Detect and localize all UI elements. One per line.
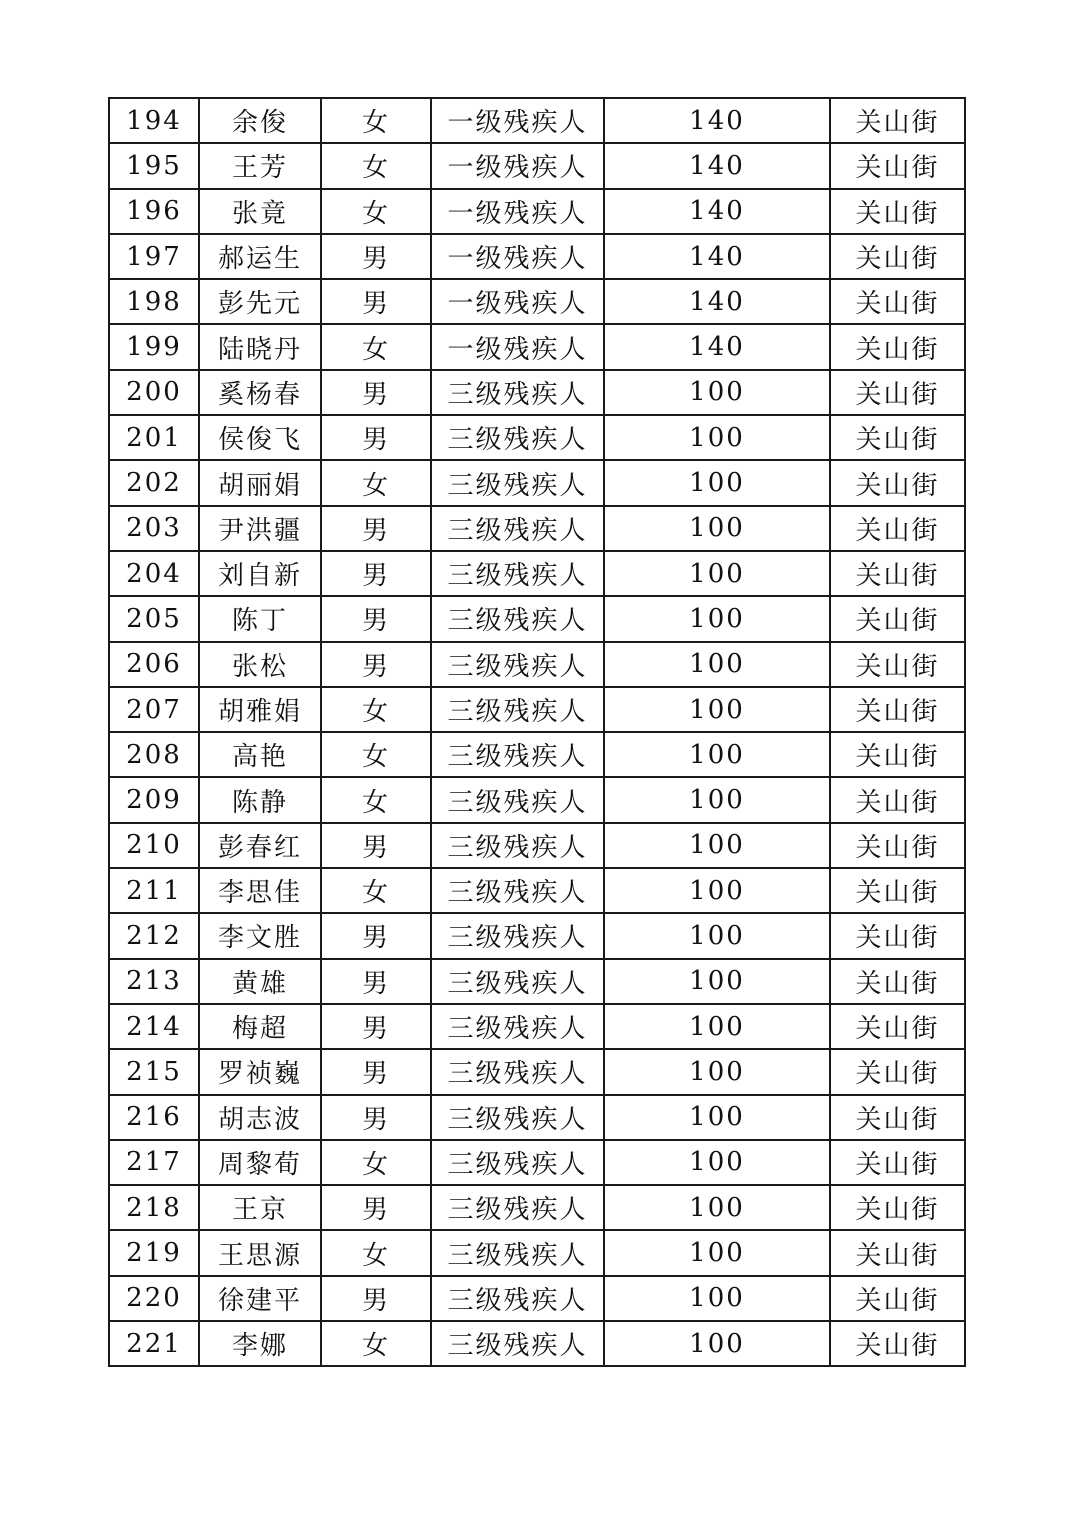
table-row [109,279,965,324]
row-number-cell: 199 [109,324,199,369]
amount-cell: 140 [604,98,830,143]
street-cell: 关山街 [830,234,965,279]
street-cell: 关山街 [830,1140,965,1185]
table-row [109,1049,965,1094]
name-cell: 余俊 [199,98,321,143]
row-number-cell: 220 [109,1276,199,1321]
table-row [109,1230,965,1275]
gender-cell: 男 [321,1004,431,1049]
row-number-cell: 202 [109,460,199,505]
table-row [109,324,965,369]
gender-cell: 女 [321,1140,431,1185]
table-row [109,98,965,143]
street-cell: 关山街 [830,823,965,868]
gender-cell: 女 [321,98,431,143]
street-cell: 关山街 [830,189,965,234]
amount-cell: 100 [604,596,830,641]
street-cell: 关山街 [830,868,965,913]
disability-level-cell: 一级残疾人 [431,279,604,324]
name-cell: 奚杨春 [199,370,321,415]
name-cell: 徐建平 [199,1276,321,1321]
table-row [109,460,965,505]
row-number-cell: 209 [109,777,199,822]
amount-cell: 100 [604,913,830,958]
street-cell: 关山街 [830,642,965,687]
amount-cell: 140 [604,143,830,188]
disability-level-cell: 一级残疾人 [431,234,604,279]
row-number-cell: 213 [109,959,199,1004]
table-row [109,868,965,913]
disability-level-cell: 三级残疾人 [431,415,604,460]
disability-level-cell: 一级残疾人 [431,98,604,143]
table-row [109,506,965,551]
amount-cell: 100 [604,959,830,1004]
street-cell: 关山街 [830,551,965,596]
name-cell: 尹洪疆 [199,506,321,551]
name-cell: 梅超 [199,1004,321,1049]
gender-cell: 男 [321,234,431,279]
amount-cell: 100 [604,415,830,460]
street-cell: 关山街 [830,1321,965,1366]
name-cell: 周黎荀 [199,1140,321,1185]
gender-cell: 男 [321,279,431,324]
name-cell: 黄雄 [199,959,321,1004]
disability-level-cell: 三级残疾人 [431,1276,604,1321]
row-number-cell: 206 [109,642,199,687]
gender-cell: 男 [321,913,431,958]
amount-cell: 100 [604,551,830,596]
table-row [109,1185,965,1230]
gender-cell: 男 [321,415,431,460]
disability-level-cell: 三级残疾人 [431,642,604,687]
name-cell: 李文胜 [199,913,321,958]
name-cell: 李娜 [199,1321,321,1366]
table-row [109,823,965,868]
disability-level-cell: 三级残疾人 [431,687,604,732]
table-row [109,1321,965,1366]
disability-level-cell: 三级残疾人 [431,732,604,777]
gender-cell: 男 [321,596,431,641]
amount-cell: 100 [604,1321,830,1366]
street-cell: 关山街 [830,279,965,324]
street-cell: 关山街 [830,370,965,415]
gender-cell: 女 [321,189,431,234]
row-number-cell: 205 [109,596,199,641]
row-number-cell: 219 [109,1230,199,1275]
gender-cell: 女 [321,687,431,732]
amount-cell: 100 [604,642,830,687]
name-cell: 侯俊飞 [199,415,321,460]
gender-cell: 男 [321,1095,431,1140]
disability-level-cell: 一级残疾人 [431,324,604,369]
street-cell: 关山街 [830,1230,965,1275]
row-number-cell: 218 [109,1185,199,1230]
row-number-cell: 195 [109,143,199,188]
row-number-cell: 221 [109,1321,199,1366]
row-number-cell: 216 [109,1095,199,1140]
row-number-cell: 203 [109,506,199,551]
name-cell: 王芳 [199,143,321,188]
amount-cell: 140 [604,234,830,279]
row-number-cell: 200 [109,370,199,415]
disability-level-cell: 三级残疾人 [431,1004,604,1049]
table-row [109,415,965,460]
disability-level-cell: 三级残疾人 [431,1185,604,1230]
street-cell: 关山街 [830,415,965,460]
amount-cell: 100 [604,777,830,822]
gender-cell: 男 [321,1276,431,1321]
name-cell: 胡丽娟 [199,460,321,505]
table-row [109,189,965,234]
street-cell: 关山街 [830,143,965,188]
street-cell: 关山街 [830,687,965,732]
gender-cell: 女 [321,732,431,777]
gender-cell: 女 [321,1230,431,1275]
table-row [109,642,965,687]
name-cell: 王思源 [199,1230,321,1275]
table-row [109,913,965,958]
amount-cell: 100 [604,868,830,913]
street-cell: 关山街 [830,959,965,1004]
name-cell: 张松 [199,642,321,687]
table-row [109,959,965,1004]
street-cell: 关山街 [830,460,965,505]
table-row [109,551,965,596]
amount-cell: 140 [604,189,830,234]
disability-level-cell: 三级残疾人 [431,823,604,868]
row-number-cell: 201 [109,415,199,460]
amount-cell: 100 [604,1049,830,1094]
table-row [109,234,965,279]
row-number-cell: 208 [109,732,199,777]
street-cell: 关山街 [830,324,965,369]
gender-cell: 女 [321,777,431,822]
roster-table-body [109,98,965,1366]
gender-cell: 女 [321,868,431,913]
gender-cell: 女 [321,324,431,369]
amount-cell: 100 [604,1140,830,1185]
row-number-cell: 212 [109,913,199,958]
street-cell: 关山街 [830,913,965,958]
row-number-cell: 214 [109,1004,199,1049]
gender-cell: 女 [321,460,431,505]
table-row [109,596,965,641]
disability-level-cell: 三级残疾人 [431,1095,604,1140]
name-cell: 王京 [199,1185,321,1230]
name-cell: 彭春红 [199,823,321,868]
disability-level-cell: 三级残疾人 [431,1140,604,1185]
disability-level-cell: 三级残疾人 [431,460,604,505]
street-cell: 关山街 [830,1049,965,1094]
name-cell: 陈静 [199,777,321,822]
gender-cell: 男 [321,506,431,551]
table-row [109,143,965,188]
street-cell: 关山街 [830,732,965,777]
name-cell: 郝运生 [199,234,321,279]
amount-cell: 100 [604,732,830,777]
amount-cell: 100 [604,1185,830,1230]
row-number-cell: 198 [109,279,199,324]
disability-level-cell: 三级残疾人 [431,506,604,551]
gender-cell: 女 [321,143,431,188]
table-row [109,777,965,822]
name-cell: 陈丁 [199,596,321,641]
table-row [109,687,965,732]
amount-cell: 100 [604,1095,830,1140]
name-cell: 李思佳 [199,868,321,913]
gender-cell: 男 [321,1185,431,1230]
table-row [109,732,965,777]
name-cell: 胡志波 [199,1095,321,1140]
table-row [109,1095,965,1140]
name-cell: 张竟 [199,189,321,234]
gender-cell: 男 [321,642,431,687]
street-cell: 关山街 [830,596,965,641]
amount-cell: 140 [604,324,830,369]
name-cell: 刘自新 [199,551,321,596]
name-cell: 罗祯巍 [199,1049,321,1094]
disability-level-cell: 三级残疾人 [431,1321,604,1366]
row-number-cell: 211 [109,868,199,913]
table-row [109,1276,965,1321]
disability-level-cell: 一级残疾人 [431,143,604,188]
row-number-cell: 194 [109,98,199,143]
street-cell: 关山街 [830,98,965,143]
gender-cell: 女 [321,1321,431,1366]
disability-level-cell: 三级残疾人 [431,1049,604,1094]
roster-table [108,97,966,1367]
amount-cell: 140 [604,279,830,324]
row-number-cell: 215 [109,1049,199,1094]
disability-level-cell: 三级残疾人 [431,868,604,913]
table-row [109,370,965,415]
gender-cell: 男 [321,551,431,596]
name-cell: 彭先元 [199,279,321,324]
disability-level-cell: 一级残疾人 [431,189,604,234]
street-cell: 关山街 [830,1095,965,1140]
disability-level-cell: 三级残疾人 [431,959,604,1004]
disability-level-cell: 三级残疾人 [431,551,604,596]
amount-cell: 100 [604,460,830,505]
disability-level-cell: 三级残疾人 [431,913,604,958]
street-cell: 关山街 [830,1004,965,1049]
name-cell: 胡雅娟 [199,687,321,732]
amount-cell: 100 [604,1004,830,1049]
street-cell: 关山街 [830,506,965,551]
row-number-cell: 210 [109,823,199,868]
gender-cell: 男 [321,823,431,868]
amount-cell: 100 [604,506,830,551]
gender-cell: 男 [321,370,431,415]
gender-cell: 男 [321,959,431,1004]
table-row [109,1140,965,1185]
name-cell: 陆晓丹 [199,324,321,369]
amount-cell: 100 [604,1276,830,1321]
disability-level-cell: 三级残疾人 [431,1230,604,1275]
row-number-cell: 207 [109,687,199,732]
disability-level-cell: 三级残疾人 [431,370,604,415]
disability-level-cell: 三级残疾人 [431,777,604,822]
street-cell: 关山街 [830,1276,965,1321]
amount-cell: 100 [604,370,830,415]
name-cell: 高艳 [199,732,321,777]
street-cell: 关山街 [830,777,965,822]
amount-cell: 100 [604,1230,830,1275]
gender-cell: 男 [321,1049,431,1094]
row-number-cell: 217 [109,1140,199,1185]
row-number-cell: 196 [109,189,199,234]
street-cell: 关山街 [830,1185,965,1230]
amount-cell: 100 [604,687,830,732]
disability-level-cell: 三级残疾人 [431,596,604,641]
row-number-cell: 197 [109,234,199,279]
row-number-cell: 204 [109,551,199,596]
table-row [109,1004,965,1049]
amount-cell: 100 [604,823,830,868]
